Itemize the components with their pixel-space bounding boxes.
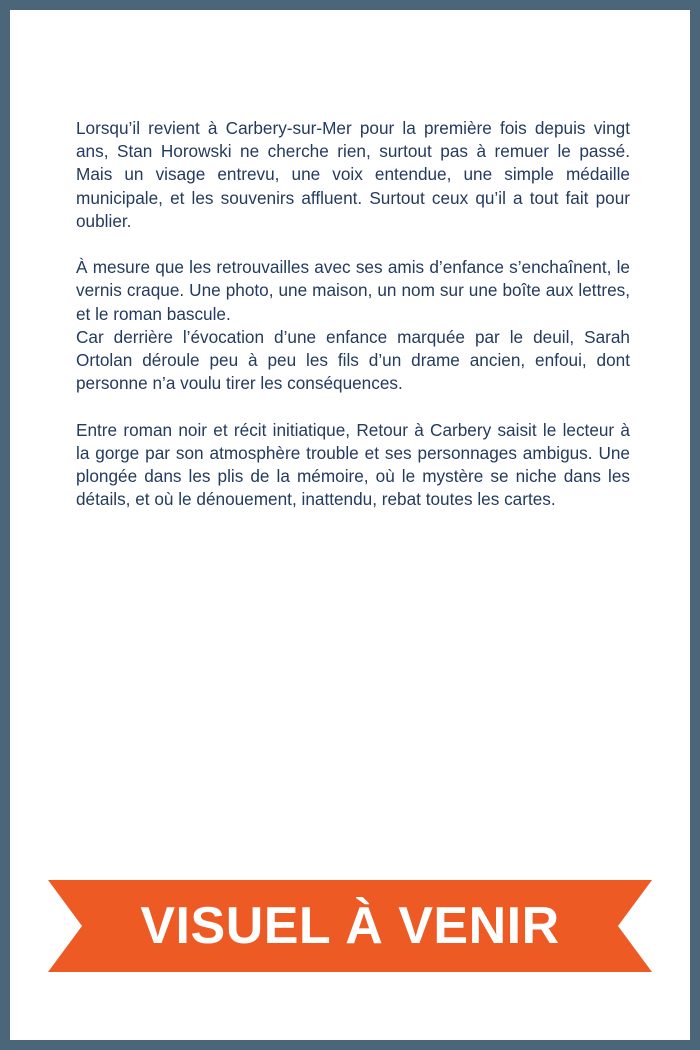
summary-paragraph-3: Car derrière l’évocation d’une enfance marquée par le deuil, Sarah Ortolan déroule peu à peu les fils d’un drame ancien, enfoui, dont personne n’a voulu tirer les conséquences. <box>76 326 630 394</box>
summary-paragraph-2: À mesure que les retrouvailles avec ses amis d’enfance s’enchaînent, le vernis craque. Une photo, une maison, un nom sur une boîte aux lettres, et le roman bascule. <box>76 257 630 324</box>
placeholder-banner <box>48 880 652 972</box>
summary-paragraph-4: Entre roman noir et récit initiatique, Retour à Carbery saisit le lecteur à la gorge par son atmosphère trouble et ses personnages ambigus. Une plongée dans les plis de la mémoire, où le mystère se niche dans les détails, et où le dénouement, inattendu, rebat toutes les cartes. <box>76 419 630 510</box>
summary-paragraph-1: Lorsqu’il revient à Carbery-sur-Mer pour la première fois depuis vingt ans, Stan Horowski ne cherche rien, surtout pas à remuer le passé. Mais un visage entrevu, une voix entendue, une simple médaille municipale, et les souvenirs affluent. Surtout ceux qu’il a tout fait pour oublier. <box>76 118 630 231</box>
banner-label: VISUEL À VENIR <box>140 897 560 955</box>
book-summary <box>76 117 630 535</box>
